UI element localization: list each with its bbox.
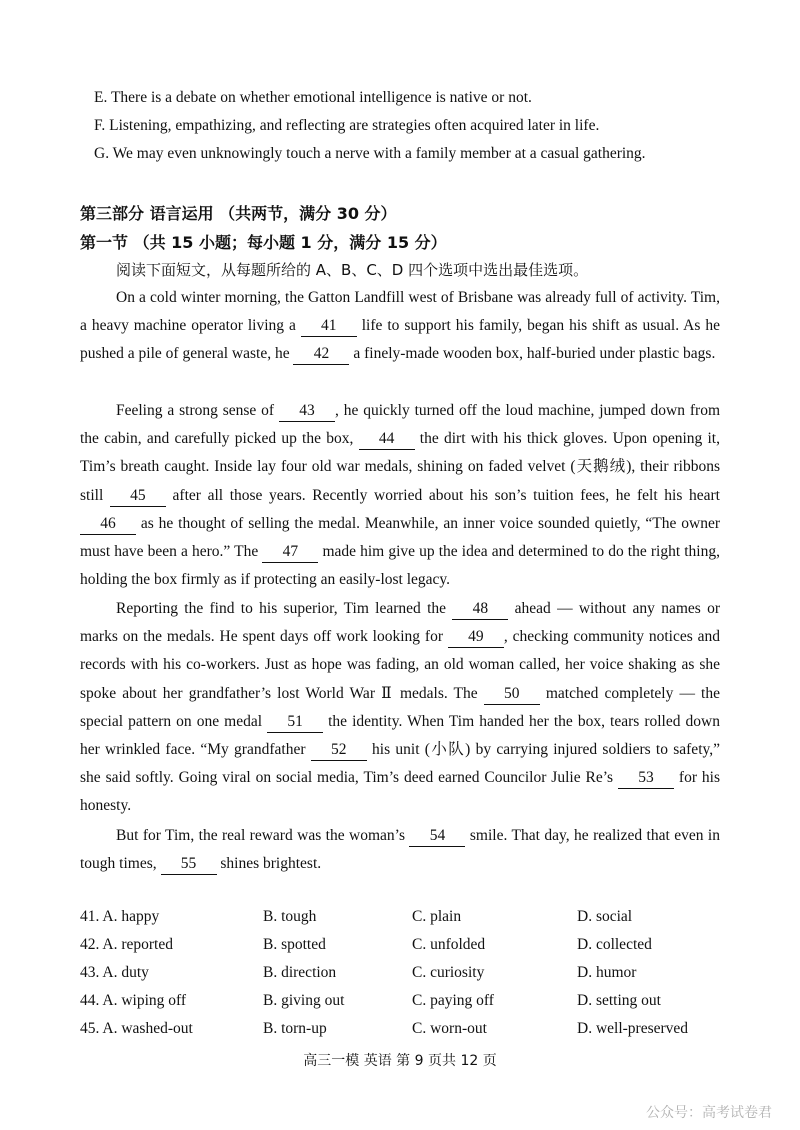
text: as he thought of selling the medal. Meanwhile, an inner voice sounded quietly, “The owner must have been a hero.” The [80, 514, 720, 561]
text: made him give up the idea and determined to do the right thing, holding the box firmly as if protecting an easily-lost legacy. [80, 543, 720, 589]
option-c: C. unfolded [412, 936, 486, 953]
text: the dirt with his thick gloves. Upon opening it, Tim’s breath caught. Inside lay four old war medals, shining on faded velvet (天鹅绒), their ribbons still [80, 430, 720, 504]
text: the identity. When Tim handed her the box, tears rolled down her wrinkled face. “My grandfather [80, 712, 720, 759]
option-a: 42. A. reported [80, 936, 173, 953]
text: after all those years. Recently worried about his son’s tuition fees, he felt his heart [165, 486, 720, 504]
paragraph-1 [80, 284, 720, 369]
text: , checking community notices and records with his co-workers. Just as hope was fading, an old woman called, her voice shaking as she spoke about her grandfather’s lost World War Ⅱ medals. The [80, 628, 720, 702]
option-c: C. paying off [412, 992, 494, 1009]
paragraph-4 [80, 822, 720, 878]
blank-41: 41 [301, 316, 357, 337]
answer-row-45 [80, 1020, 740, 1048]
section-header: 第三部分 语言运用 （共两节，满分 30 分） [80, 204, 397, 223]
blank-51: 51 [267, 712, 323, 733]
option-b: B. tough [263, 908, 317, 925]
option-d: D. setting out [577, 992, 661, 1009]
answer-row-43 [80, 964, 740, 992]
answer-row-44 [80, 992, 740, 1020]
blank-49: 49 [448, 627, 504, 648]
page-footer: 高三一模 英语 第 9 页共 12 页 [303, 1053, 497, 1069]
watermark: 公众号：高考试卷君 [646, 1105, 772, 1121]
text: But for Tim, the real reward was the woman’s [116, 827, 410, 844]
option-f: F. Listening, empathizing, and reflecting are strategies often acquired later in life. [94, 117, 600, 134]
option-g: G. We may even unknowingly touch a nerve with a family member at a casual gathering. [94, 145, 646, 162]
text: Feeling a strong sense of [116, 402, 279, 419]
answer-row-42 [80, 936, 740, 964]
option-b: B. direction [263, 964, 337, 981]
blank-48: 48 [452, 599, 508, 620]
text: , he quickly turned off the loud machine, jumped down from the cabin, and carefully picked up the box, [80, 402, 720, 448]
option-d: D. humor [577, 964, 637, 981]
subsection-header: 第一节 （共 15 小题；每小题 1 分，满分 15 分） [80, 233, 447, 252]
answer-row-41 [80, 908, 740, 936]
blank-53: 53 [618, 768, 674, 789]
option-c: C. curiosity [412, 964, 485, 981]
option-d: D. well-preserved [577, 1020, 689, 1037]
text: ahead — without any names or marks on the medals. He spent days off work looking for [80, 600, 721, 646]
blank-52: 52 [311, 740, 367, 761]
option-d: D. collected [577, 936, 652, 953]
text: matched completely — the special pattern on one medal [80, 684, 720, 730]
option-a: 41. A. happy [80, 908, 160, 925]
instruction: 阅读下面短文，从每题所给的 A、B、C、D 四个选项中选出最佳选项。 [116, 261, 589, 279]
option-b: B. torn-up [263, 1020, 327, 1037]
text: for his honesty. [80, 769, 720, 815]
option-d: D. social [577, 908, 633, 925]
text: a finely-made wooden box, half-buried under plastic bags. [349, 345, 716, 363]
option-e: E. There is a debate on whether emotional intelligence is native or not. [94, 89, 532, 106]
text: life to support his family, began his shift as usual. As he pushed a pile of general waste, he [80, 317, 720, 363]
blank-55: 55 [161, 854, 217, 875]
option-b: B. giving out [263, 992, 345, 1009]
option-c: C. worn-out [412, 1020, 487, 1037]
blank-45: 45 [110, 486, 166, 507]
text: shines brightest. [216, 855, 322, 873]
blank-43: 43 [279, 401, 335, 422]
paragraph-2 [80, 397, 720, 594]
blank-42: 42 [293, 344, 349, 365]
option-a: 45. A. washed-out [80, 1020, 193, 1037]
option-a: 44. A. wiping off [80, 992, 187, 1009]
text: Reporting the find to his superior, Tim learned the [116, 600, 453, 617]
text: smile. That day, he realized that even in tough times, [80, 827, 720, 873]
paragraph-3 [80, 595, 720, 821]
text: On a cold winter morning, the Gatton Landfill west of Brisbane was already full of activity. Tim, a heavy machine operator living a [80, 289, 720, 335]
blank-47: 47 [262, 542, 318, 563]
option-c: C. plain [412, 908, 462, 925]
option-b: B. spotted [263, 936, 326, 953]
text: his unit (小队) by carrying injured soldiers to safety,” she said softly. Going viral on social media, Tim’s deed earned Councilor Julie Re’s [80, 741, 720, 787]
blank-44: 44 [359, 429, 415, 450]
blank-46: 46 [80, 514, 136, 535]
blank-50: 50 [484, 684, 540, 705]
option-a: 43. A. duty [80, 964, 149, 981]
blank-54: 54 [409, 826, 465, 847]
